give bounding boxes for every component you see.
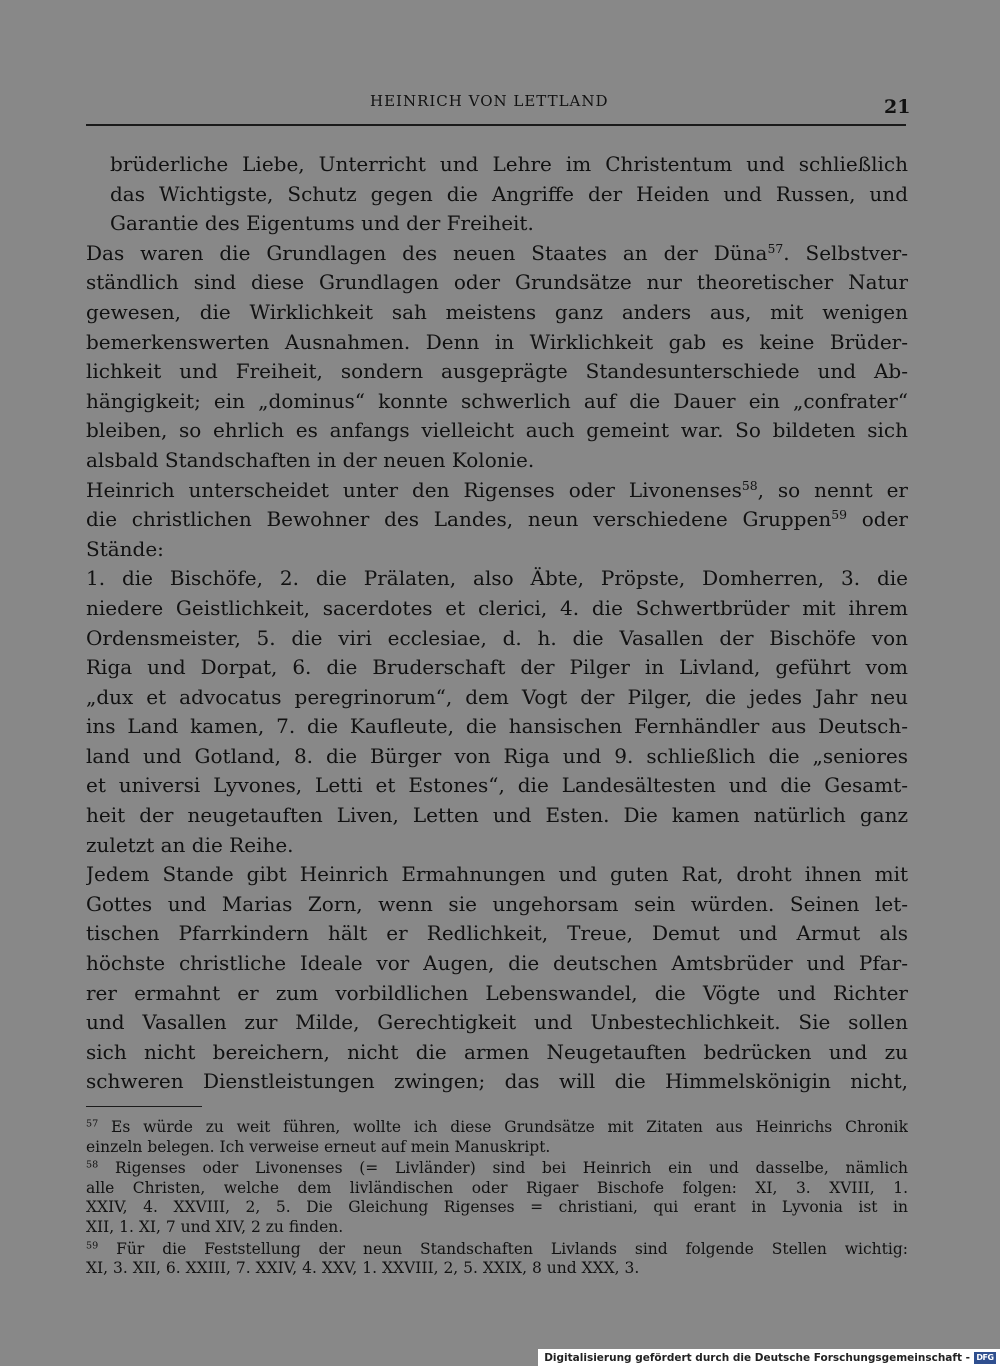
text-line: hängigkeit; ein „dominus“ konnte schwerlich auf die Dauer ein „confrater“ xyxy=(86,388,908,413)
footnote-line xyxy=(86,1118,908,1138)
footnote-number: 59 xyxy=(86,1240,99,1252)
text-line: land und Gotland, 8. die Bürger von Riga und 9. schließlich die „seniores xyxy=(86,743,908,768)
text-run: Heinrich unterscheidet unter den Rigenses oder Livonenses xyxy=(86,477,742,502)
text-line: ständlich sind diese Grundlagen oder Grundsätze nur theoretischer Natur xyxy=(86,270,908,295)
text-line xyxy=(86,505,908,535)
text-line: „dux et advocatus peregrinorum“, dem Vogt der Pilger, die jedes Jahr neu xyxy=(86,684,908,709)
footnote-number: 57 xyxy=(86,1118,99,1130)
footnote-line: XXIV, 4. XXVIII, 2, 5. Die Gleichung Rigenses = christiani, qui erant in Lyvonia ist in xyxy=(86,1198,908,1217)
footnote-57 xyxy=(86,1118,908,1157)
text-line xyxy=(86,239,908,269)
running-title: HEINRICH VON LETTLAND xyxy=(370,92,609,110)
footnote-rule xyxy=(86,1106,202,1107)
text-run: oder xyxy=(847,507,908,532)
text-line: niedere Geistlichkeit, sacerdotes et clerici, 4. die Schwertbrüder mit ihrem xyxy=(86,595,908,620)
text-run: Rigenses oder Livonenses (= Livländer) sind bei Heinrich ein und dasselbe, nämlich xyxy=(114,1159,908,1178)
text-line: brüderliche Liebe, Unterricht und Lehre im Christentum und schließlich xyxy=(110,152,908,176)
text-line: gewesen, die Wirklichkeit sah meistens ganz anders aus, mit wenigen xyxy=(86,299,908,324)
header-rule xyxy=(86,124,906,126)
text-run: Das waren die Grundlagen des neuen Staates an der Düna xyxy=(86,240,768,265)
text-run: die christlichen Bewohner des Landes, neun verschiedene Gruppen xyxy=(86,507,832,532)
page-number: 21 xyxy=(884,96,911,118)
text-line: und Vasallen zur Milde, Gerechtigkeit und Unbestechlichkeit. Sie sollen xyxy=(86,1010,908,1035)
paragraph-3 xyxy=(86,476,908,565)
dfg-logo-icon: DFG xyxy=(974,1352,996,1364)
text-run: Für die Feststellung der neun Standschaften Livlands sind folgende Stellen wichtig: xyxy=(116,1239,908,1258)
text-line: Gottes und Marias Zorn, wenn sie ungehorsam sein würden. Seinen let- xyxy=(86,891,908,916)
text-line: alsbald Standschaften in der neuen Kolonie. xyxy=(86,447,535,472)
text-line: 1. die Bischöfe, 2. die Prälaten, also Äbte, Pröpste, Domherren, 3. die xyxy=(86,566,908,591)
text-line: Ordensmeister, 5. die viri ecclesiae, d. h. die Vasallen der Bischöfe von xyxy=(86,625,908,650)
footnote-line: XI, 3. XII, 6. XXIII, 7. XXIV, 4. XXV, 1. XXVIII, 2, 5. XXIX, 8 und XXX, 3. xyxy=(86,1259,640,1278)
text-run: . Selbstver- xyxy=(783,240,908,265)
footnote-line: alle Christen, welche dem livländischen oder Rigaer Bischofe folgen: XI, 3. XVIII, 1. xyxy=(86,1178,908,1197)
text-line: Garantie des Eigentums und der Freiheit. xyxy=(110,211,534,236)
text-line: heit der neugetauften Liven, Letten und Esten. Die kamen natürlich ganz xyxy=(86,803,908,828)
text-line: höchste christliche Ideale vor Augen, die deutschen Amtsbrüder und Pfar- xyxy=(86,951,908,976)
text-line xyxy=(86,476,908,506)
text-line: tischen Pfarrkindern hält er Redlichkeit, Treue, Demut und Armut als xyxy=(86,921,908,946)
text-line: schweren Dienstleistungen zwingen; das will die Himmelskönigin nicht, xyxy=(86,1069,908,1094)
footnote-number: 58 xyxy=(86,1159,99,1171)
text-line: ins Land kamen, 7. die Kaufleute, die hansischen Fernhändler aus Deutsch- xyxy=(86,714,908,739)
footnote-58 xyxy=(86,1159,908,1237)
text-line: et universi Lyvones, Letti et Estones“, die Landesältesten und die Gesamt- xyxy=(86,773,908,798)
body-text xyxy=(86,150,908,1097)
paragraph-1 xyxy=(86,150,908,239)
text-line: zuletzt an die Reihe. xyxy=(86,832,294,857)
paragraph-4 xyxy=(86,564,908,860)
text-line: das Wichtigste, Schutz gegen die Angriffe der Heiden und Russen, und xyxy=(110,181,908,206)
footnote-ref-59: 59 xyxy=(831,507,847,523)
text-line: lichkeit und Freiheit, sondern ausgeprägte Standesunterschiede und Ab- xyxy=(86,359,908,384)
paragraph-5 xyxy=(86,860,908,1097)
text-line: bleiben, so ehrlich es anfangs vielleicht auch gemeint war. So bildeten sich xyxy=(86,418,908,443)
text-line: Stände: xyxy=(86,536,164,561)
footnote-59 xyxy=(86,1240,908,1279)
text-line: rer ermahnt er zum vorbildlichen Lebenswandel, die Vögte und Richter xyxy=(86,980,908,1005)
paragraph-2 xyxy=(86,239,908,476)
footnote-line xyxy=(86,1240,908,1260)
footnote-line: XII, 1. XI, 7 und XIV, 2 zu finden. xyxy=(86,1217,344,1236)
digitization-credit xyxy=(538,1349,1000,1366)
credit-text: Digitalisierung gefördert durch die Deutsche Forschungsgemeinschaft - xyxy=(544,1351,970,1364)
footnote-line xyxy=(86,1159,908,1179)
footnotes xyxy=(86,1118,908,1281)
footnote-ref-58: 58 xyxy=(741,477,758,493)
text-line: sich nicht bereichern, nicht die armen Neugetauften bedrücken und zu xyxy=(86,1039,908,1064)
text-run: Es würde zu weit führen, wollte ich diese Grundsätze mit Zitaten aus Heinrichs Chronik xyxy=(111,1118,908,1136)
text-line: Jedem Stande gibt Heinrich Ermahnungen und guten Rat, droht ihnen mit xyxy=(86,862,908,887)
text-line: bemerkenswerten Ausnahmen. Denn in Wirklichkeit gab es keine Brüder- xyxy=(86,329,908,354)
footnote-ref-57: 57 xyxy=(767,240,784,256)
text-run: , so nennt er xyxy=(757,477,908,502)
footnote-line: einzeln belegen. Ich verweise erneut auf mein Manuskript. xyxy=(86,1137,551,1156)
text-line: Riga und Dorpat, 6. die Bruderschaft der Pilger in Livland, geführt vom xyxy=(86,655,908,680)
